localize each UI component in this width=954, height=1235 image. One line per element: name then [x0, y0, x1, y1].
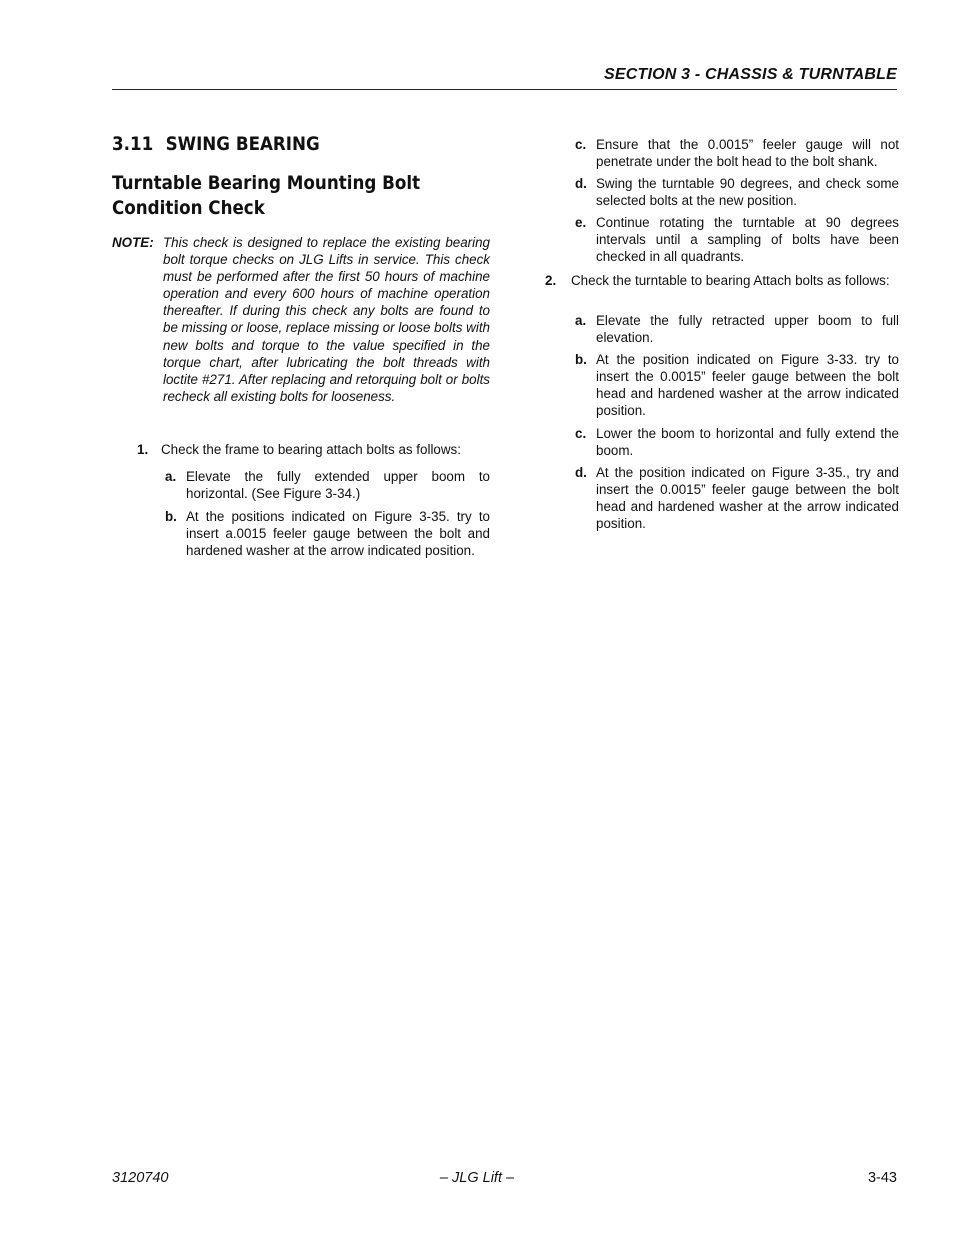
- substep-text: Continue rotating the turntable at 90 degrees intervals until a sampling of bolts have been checked in all quadrants.: [596, 215, 899, 265]
- section-title: SWING BEARING: [165, 133, 320, 155]
- step-2: [545, 272, 899, 289]
- substep-text: At the position indicated on Figure 3-33. try to insert the 0.0015” feeler gauge between the bolt head and hardened washer at the arrow indicated position.: [596, 352, 899, 419]
- substep-label: e.: [575, 215, 587, 230]
- step-text: Check the turntable to bearing Attach bolts as follows:: [571, 273, 890, 288]
- step-label: 1.: [137, 442, 149, 457]
- substep-text: At the position indicated on Figure 3-35., try and insert the 0.0015” feeler gauge between the bolt head and hardened washer at the arrow indicated position.: [596, 465, 899, 532]
- substep-text: At the positions indicated on Figure 3-35. try to insert a.0015 feeler gauge between the bolt and hardened washer at the arrow indicated position.: [186, 509, 490, 559]
- step-2d: [575, 464, 899, 532]
- substep-label: c.: [575, 426, 587, 441]
- substep-text: Swing the turntable 90 degrees, and check some selected bolts at the new position.: [596, 176, 899, 209]
- note-text: This check is designed to replace the existing bearing bolt torque checks on JLG Lifts in service. This check must be performed after the first 50 hours of machine operation and every 600 hours of machine operation thereafter. If during this check any bolts are found to be missing or loose, replace missing or loose bolts with new bolts and torque to the value specified in the torque chart, after lubricating the bolt threads with loctite #271. After replacing and retorquing bolt or bolts recheck all existing bolts for looseness.: [163, 235, 490, 404]
- step-1b: [165, 508, 490, 559]
- step-2b: [575, 351, 899, 419]
- note-block: [112, 234, 490, 405]
- footer-page-number: 3-43: [867, 1170, 897, 1186]
- substep-label: d.: [575, 176, 587, 191]
- substep-text: Ensure that the 0.0015” feeler gauge will not penetrate under the bolt head to the bolt shank.: [596, 137, 899, 170]
- substep-text: Elevate the fully retracted upper boom to full elevation.: [596, 313, 899, 346]
- note-label: NOTE:: [112, 235, 154, 250]
- section-number: 3.11: [112, 133, 154, 155]
- step-1: [137, 441, 490, 458]
- substep-label: a.: [165, 469, 177, 484]
- substep-label: d.: [575, 465, 587, 480]
- footer-center: – JLG Lift –: [439, 1170, 515, 1186]
- section-heading: [112, 133, 320, 155]
- substep-label: b.: [575, 352, 587, 367]
- step-2c: [575, 425, 899, 459]
- substep-label: c.: [575, 137, 587, 152]
- step-2a: [575, 312, 899, 346]
- substep-label: b.: [165, 509, 177, 524]
- step-1d: [575, 175, 899, 209]
- step-1a: [165, 468, 490, 502]
- footer-doc-number: 3120740: [112, 1170, 169, 1186]
- step-1e: [575, 214, 899, 265]
- substep-text: Elevate the fully extended upper boom to horizontal. (See Figure 3-34.): [186, 469, 490, 502]
- subsection-heading: Turntable Bearing Mounting Bolt Condition Check: [112, 172, 421, 219]
- substep-text: Lower the boom to horizontal and fully extend the boom.: [596, 426, 899, 459]
- step-label: 2.: [545, 273, 557, 288]
- step-text: Check the frame to bearing attach bolts as follows:: [161, 442, 461, 457]
- header-rule: [112, 89, 897, 90]
- step-1c: [575, 136, 899, 170]
- substep-label: a.: [575, 313, 587, 328]
- section-header: SECTION 3 - CHASSIS & TURNTABLE: [603, 66, 897, 83]
